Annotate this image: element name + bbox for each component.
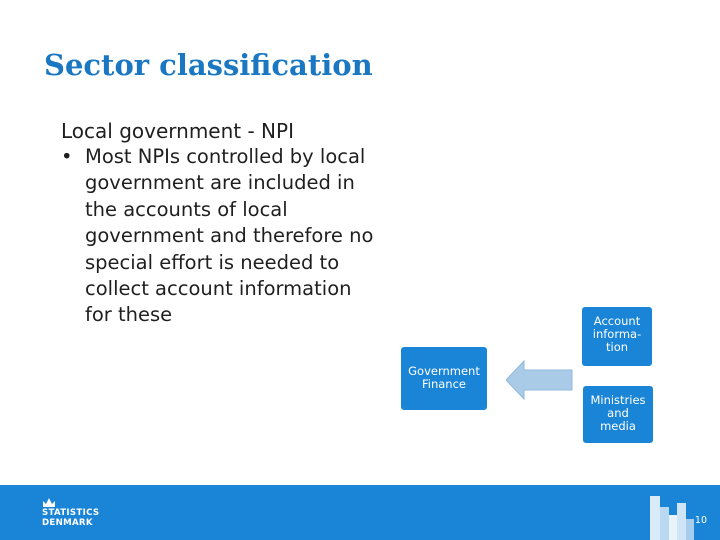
left-arrow-icon xyxy=(506,360,574,400)
crown-icon xyxy=(42,496,56,508)
government-finance-box xyxy=(401,347,487,410)
ministries-media-label: Ministries and media xyxy=(590,393,646,433)
logo-line-2: DENMARK xyxy=(42,518,93,528)
government-finance-label: Government Finance xyxy=(408,364,480,391)
logo-text xyxy=(42,508,99,528)
subheading: Local government - NPI xyxy=(61,119,294,143)
account-information-label: Account informa-tion xyxy=(592,314,642,354)
bullet-text: Most NPIs controlled by local government are included in the accounts of local government and therefore no special effort is needed to collect account information for these xyxy=(85,145,374,327)
slide-body xyxy=(61,118,391,329)
statistics-denmark-logo xyxy=(42,496,102,532)
ministries-media-box xyxy=(583,386,653,443)
account-information-box xyxy=(582,307,652,366)
logo-line-1: STATISTICS xyxy=(42,508,100,518)
page-number: 10 xyxy=(694,515,707,526)
decorative-bars xyxy=(640,485,720,540)
footer-bar xyxy=(0,485,720,540)
bullet-item xyxy=(61,144,391,329)
slide-title: Sector classification xyxy=(44,48,373,82)
bullet-marker: • xyxy=(61,145,73,168)
